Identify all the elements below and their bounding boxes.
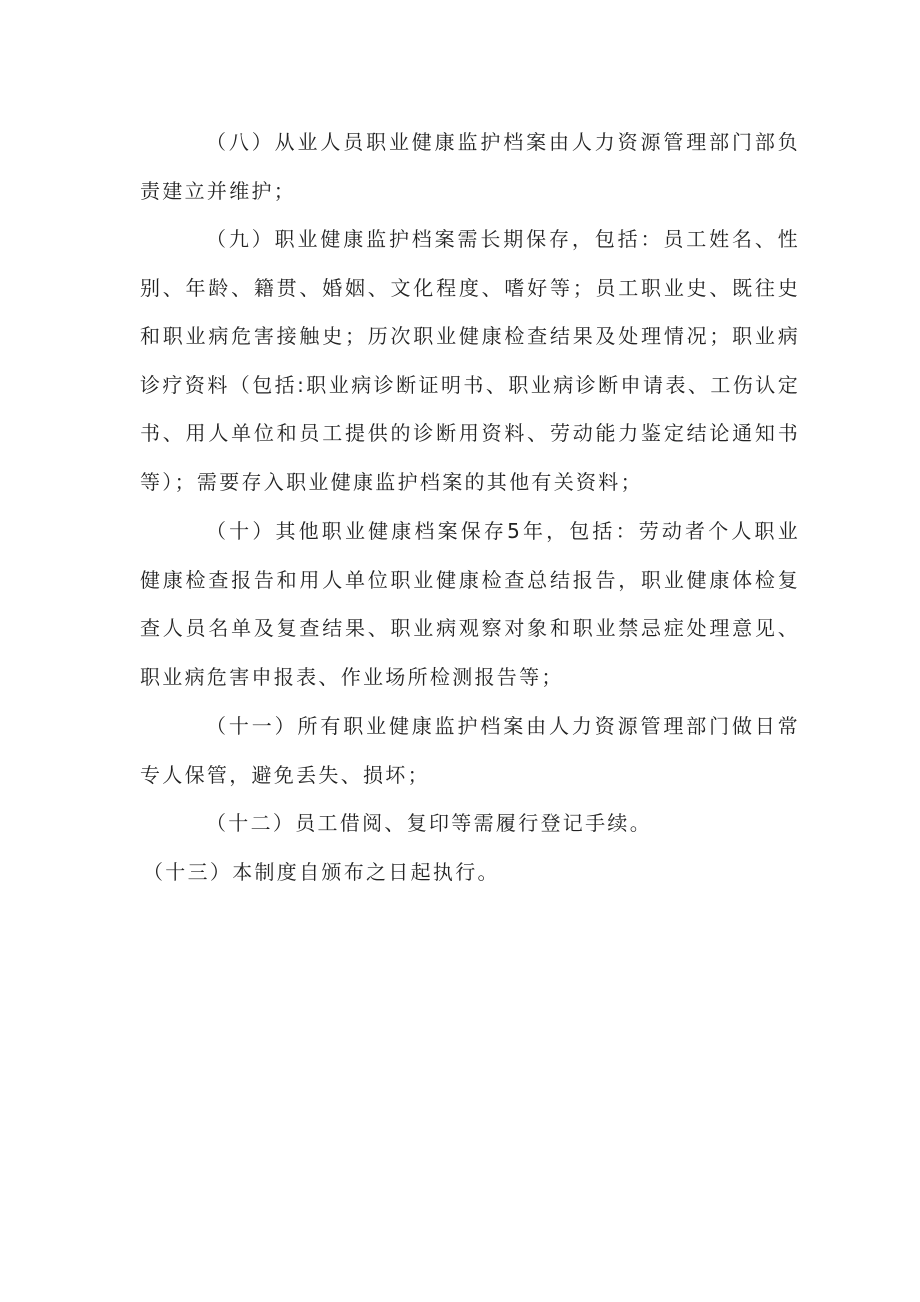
- paragraph-8: （八）从业人员职业健康监护档案由人力资源管理部门部负责建立并维护；: [140, 130, 800, 203]
- paragraph-12: （十二）员工借阅、复印等需履行登记手续。: [206, 811, 652, 835]
- paragraph-10: （十）其他职业健康档案保存5年，包括：劳动者个人职业健康检查报告和用人单位职业健康检查总结报告，职业健康体检复查人员名单及复查结果、职业病观察对象和职业禁忌症处理意见、职业病危害申报表、作业场所检测报告等；: [140, 519, 800, 689]
- paragraph-9: （九）职业健康监护档案需长期保存，包括：员工姓名、性别、年龄、籍贯、婚姻、文化程度、嗜好等；员工职业史、既往史和职业病危害接触史；历次职业健康检查结果及处理情况；职业病诊疗资料（包括:职业病诊断证明书、职业病诊断申请表、工伤认定书、用人单位和员工提供的诊断用资料、劳动能力鉴定结论通知书等）；需要存入职业健康监护档案的其他有关资料；: [140, 227, 800, 494]
- paragraph-11: （十一）所有职业健康监护档案由人力资源管理部门做日常专人保管，避免丢失、损坏；: [140, 714, 800, 787]
- paragraph-13: （十三）本制度自颁布之日起执行。: [143, 860, 500, 884]
